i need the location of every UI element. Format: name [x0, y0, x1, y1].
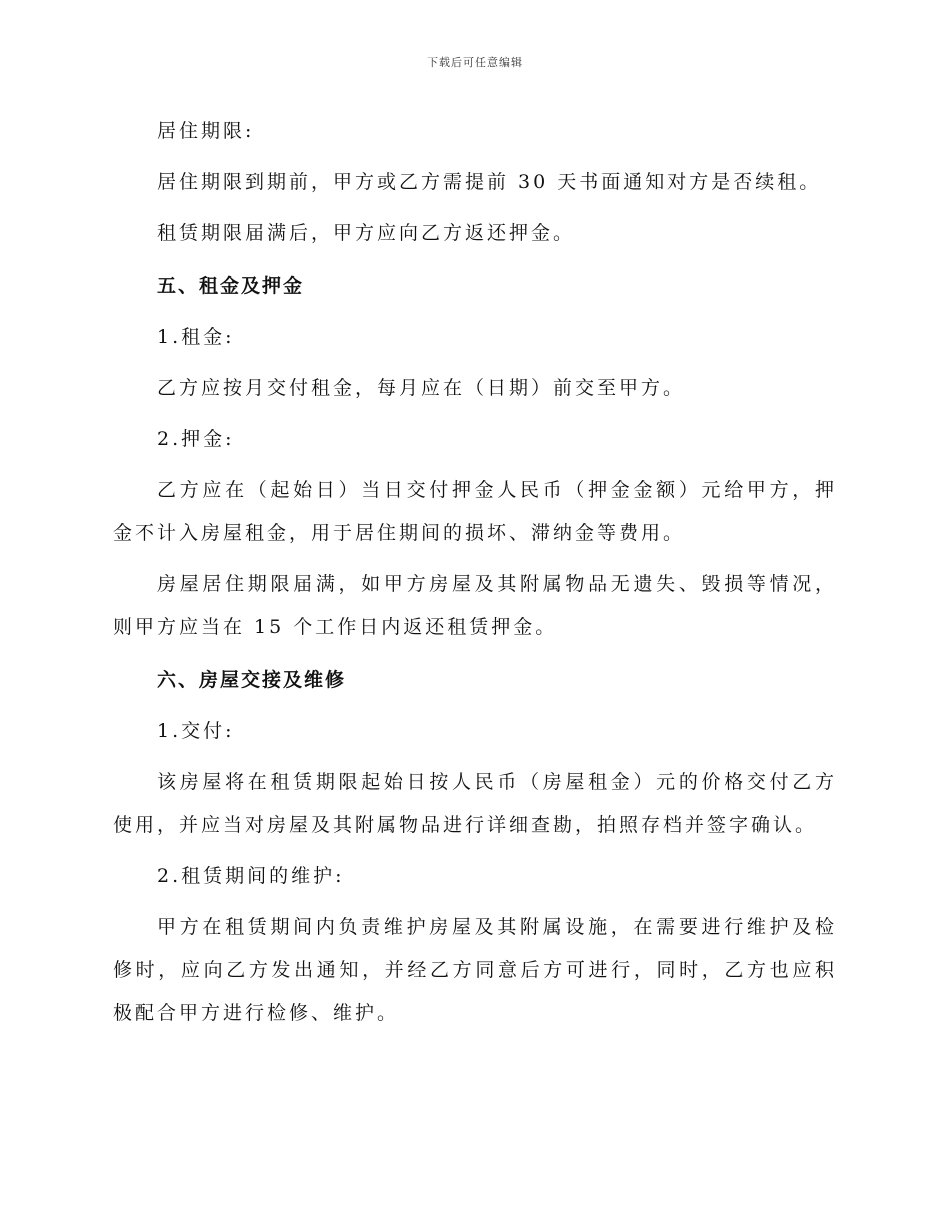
section-heading-rent-deposit: 五、租金及押金: [157, 275, 305, 297]
subheading-maintenance: 2.租赁期间的维护:: [157, 865, 345, 887]
paragraph-renewal-notice: 居住期限到期前，甲方或乙方需提前 30 天书面通知对方是否续租。: [157, 171, 822, 193]
paragraph-deposit-refund: 房屋居住期限届满，如甲方房屋及其附属物品无遗失、毁损等情况，则甲方应当在 15 个工作日内返还租赁押金。: [113, 573, 837, 638]
paragraph-deposit-return: 租赁期限届满后，甲方应向乙方返还押金。: [157, 222, 576, 244]
paragraph-deposit-payment: 乙方应在（起始日）当日交付押金人民币（押金金额）元给甲方，押金不计入房屋租金，用于居住期间的损坏、滞纳金等费用。: [113, 479, 837, 544]
subheading-delivery: 1.交付:: [157, 720, 235, 742]
paragraph-residence-term-label: 居住期限:: [157, 120, 255, 142]
paragraph-maintenance-terms: 甲方在租赁期间内负责维护房屋及其附属设施，在需要进行维护及检修时，应向乙方发出通知，并经乙方同意后方可进行，同时，乙方也应积极配合甲方进行检修、维护。: [113, 916, 837, 1024]
page-header: 下载后可任意编辑: [427, 56, 523, 69]
paragraph-delivery-terms: 该房屋将在租赁期限起始日按人民币（房屋租金）元的价格交付乙方使用，并应当对房屋及其附属物品进行详细查勘，拍照存档并签字确认。: [113, 771, 837, 836]
paragraph-rent-payment: 乙方应按月交付租金，每月应在（日期）前交至甲方。: [157, 377, 686, 399]
subheading-rent: 1.租金:: [157, 326, 235, 348]
section-heading-handover-maintenance: 六、房屋交接及维修: [157, 669, 347, 691]
subheading-deposit: 2.押金:: [157, 428, 235, 450]
document-body: [113, 110, 837, 1035]
